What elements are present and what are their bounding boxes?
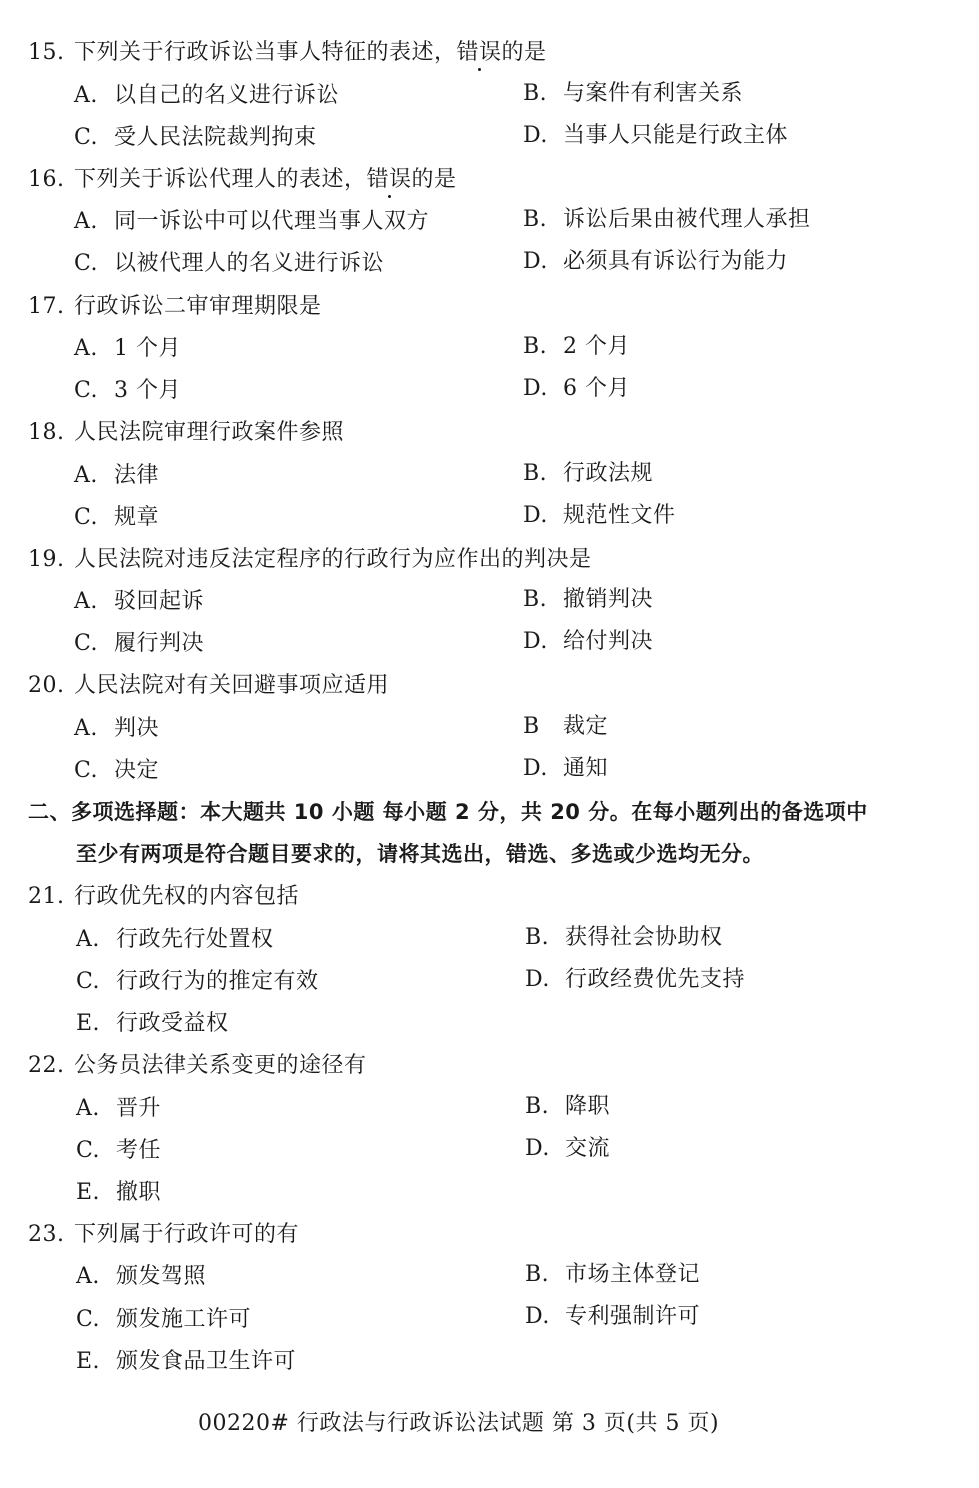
question-22-option-b [525,1092,610,1122]
option-text: 必须具有诉讼行为能力 [563,249,789,274]
question-number: 20. [28,673,65,698]
option-text: 颁发驾照 [116,1264,207,1289]
stem-text: 下列属于行政许可的有 [74,1222,300,1247]
option-label: B. [525,1094,550,1119]
question-number: 21. [28,884,65,909]
question-20-option-a [74,714,159,744]
option-label: B. [523,587,548,612]
question-15-option-a [74,81,339,111]
stem-text: 人民法院对有关回避事项应适用 [74,673,390,698]
question-16-option-c [74,249,384,279]
option-text: 给付判决 [563,629,654,654]
question-16-option-d [523,247,788,277]
question-number: 15. [28,40,65,65]
option-label: A. [74,463,98,488]
question-15-option-d [523,121,788,151]
stem-text: 下列关于诉讼代理人的表述， [74,167,367,192]
question-16-stem [28,165,457,195]
option-label: D. [525,1136,550,1161]
question-number: 22. [28,1053,65,1078]
option-label: E. [76,1180,101,1205]
option-label: D. [523,376,548,401]
option-label: A. [76,1096,100,1121]
option-text: 以自己的名义进行诉讼 [114,83,340,108]
stem-text: 的是 [411,167,457,192]
question-23-stem [28,1220,299,1250]
option-text: 判决 [114,716,160,741]
question-19-option-b [523,585,653,615]
option-label: B. [525,925,550,950]
option-text: 诉讼后果由被代理人承担 [563,207,811,232]
option-label: A. [74,336,98,361]
option-label: A. [74,83,98,108]
option-text: 规章 [114,505,160,530]
option-label: C. [76,1138,101,1163]
option-text: 2 个月 [563,334,630,359]
option-text: 履行判决 [114,631,205,656]
option-text: 降职 [565,1094,611,1119]
question-17-stem [28,292,322,322]
question-23-option-a [76,1262,206,1292]
question-17-option-a [74,334,181,364]
question-17-option-c [74,376,181,406]
stem-text: 行政优先权的内容包括 [74,884,300,909]
question-19-option-d [523,627,653,657]
question-21-stem [28,882,299,912]
option-text: 市场主体登记 [565,1262,701,1287]
stem-text: 人民法院对违反法定程序的行政行为应作出的判决是 [74,547,592,572]
option-label: C. [74,378,99,403]
question-18-option-b [523,459,653,489]
option-text: 同一诉讼中可以代理当事人双方 [114,209,430,234]
question-20-option-d [523,754,608,784]
option-text: 与案件有利害关系 [563,81,744,106]
option-text: 行政法规 [563,461,654,486]
option-label: C. [74,505,99,530]
question-number: 19. [28,547,65,572]
option-label: B. [523,461,548,486]
option-text: 1 个月 [114,336,181,361]
question-number: 17. [28,294,65,319]
option-label: D. [523,503,548,528]
option-label: B. [523,334,548,359]
question-22-option-e [76,1178,161,1208]
option-label: D. [525,967,550,992]
option-text: 驳回起诉 [114,589,205,614]
question-19-option-a [74,587,204,617]
option-label: B. [523,81,548,106]
stem-text: 的是 [501,40,547,65]
option-text: 考任 [116,1138,162,1163]
question-20-option-b [523,712,608,742]
question-16-option-b [523,205,811,235]
option-label: A. [74,589,98,614]
question-23-option-c [76,1305,251,1335]
stem-text: 公务员法律关系变更的途径有 [74,1053,367,1078]
question-21-option-b [525,923,723,953]
option-text: 规范性文件 [563,503,676,528]
option-text: 晋升 [116,1096,162,1121]
option-label: E. [76,1011,101,1036]
question-18-stem [28,418,344,448]
option-text: 受人民法院裁判拘束 [114,125,317,150]
question-15-option-b [523,79,743,109]
option-label: D. [525,1304,550,1329]
question-22-option-d [525,1134,610,1164]
option-label: D. [523,123,548,148]
question-20-option-c [74,756,159,786]
option-text: 颁发施工许可 [116,1307,252,1332]
option-text: 6 个月 [563,376,630,401]
option-text: 决定 [114,758,160,783]
option-text: 颁发食品卫生许可 [116,1349,297,1374]
option-label: B [523,714,540,739]
option-text: 撤职 [116,1180,162,1205]
option-text: 通知 [563,756,609,781]
option-label: D. [523,629,548,654]
question-19-stem [28,545,592,575]
option-label: A. [76,927,100,952]
stem-text: 行政诉讼二审审理期限是 [74,294,322,319]
question-number: 16. [28,167,65,192]
option-label: C. [76,1307,101,1332]
question-23-option-b [525,1260,700,1290]
option-label: A. [76,1264,100,1289]
option-text: 以被代理人的名义进行诉讼 [114,251,385,276]
option-text: 获得社会协助权 [565,925,723,950]
option-text: 行政经费优先支持 [565,967,746,992]
option-text: 3 个月 [114,378,181,403]
option-text: 行政先行处置权 [116,927,274,952]
option-text: 法律 [114,463,160,488]
option-label: C. [74,251,99,276]
option-text: 行政行为的推定有效 [116,969,319,994]
option-label: A. [74,209,98,234]
question-number: 18. [28,420,65,445]
option-label: A. [74,716,98,741]
option-label: D. [523,249,548,274]
question-18-option-a [74,461,159,491]
option-label: C. [74,758,99,783]
question-15-option-c [74,123,317,153]
question-22-option-a [76,1094,161,1124]
option-text: 裁定 [563,714,609,739]
question-17-option-d [523,374,630,404]
option-label: B. [523,207,548,232]
option-text: 交流 [565,1136,611,1161]
question-number: 23. [28,1222,65,1247]
option-label: C. [76,969,101,994]
option-text: 行政受益权 [116,1011,229,1036]
question-22-stem [28,1051,367,1081]
question-21-option-c [76,967,319,997]
option-label: D. [523,756,548,781]
question-18-option-c [74,503,159,533]
question-21-option-a [76,925,274,955]
option-text: 专利强制许可 [565,1304,701,1329]
question-17-option-b [523,332,630,362]
question-19-option-c [74,629,204,659]
option-label: E. [76,1349,101,1374]
option-label: B. [525,1262,550,1287]
emphasis-text: 错误 [456,40,502,65]
question-20-stem [28,671,389,701]
section-2-heading: 二、多项选择题：本大题共 10 小题 每小题 2 分，共 20 分。在每小题列出的备选项中 [28,800,868,824]
option-label: C. [74,631,99,656]
emphasis-text: 错误 [366,167,412,192]
section-2-instructions: 至少有两项是符合题目要求的，请将其选出，错选、多选或少选均无分。 [76,842,764,866]
question-18-option-d [523,501,676,531]
question-23-option-d [525,1302,700,1332]
stem-text: 下列关于行政诉讼当事人特征的表述， [74,40,457,65]
question-16-option-a [74,207,429,237]
question-21-option-d [525,965,745,995]
question-23-option-e [76,1347,296,1377]
option-label: C. [74,125,99,150]
page-footer: 00220# 行政法与行政诉讼法试题 第 3 页(共 5 页) [198,1411,720,1436]
question-21-option-e [76,1009,229,1039]
question-22-option-c [76,1136,161,1166]
stem-text: 人民法院审理行政案件参照 [74,420,345,445]
option-text: 撤销判决 [563,587,654,612]
option-text: 当事人只能是行政主体 [563,123,789,148]
question-15-stem [28,38,547,68]
